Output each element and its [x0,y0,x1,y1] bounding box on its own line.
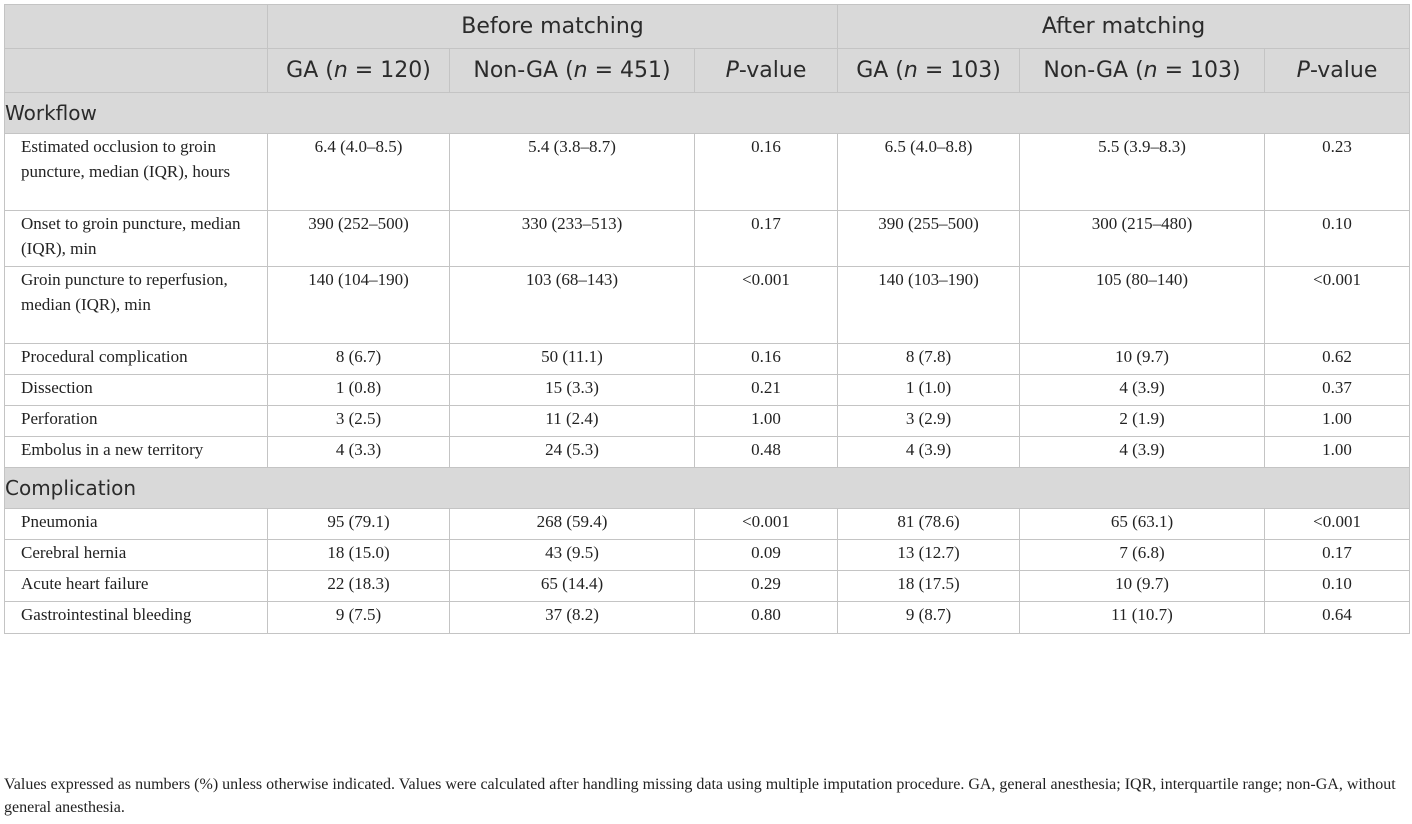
row-label: Onset to groin puncture, median (IQR), min [5,211,268,267]
table-cell: 4 (3.3) [268,437,450,468]
table-cell: 50 (11.1) [450,344,695,375]
row-label: Gastrointestinal bleeding [5,602,268,634]
table-cell: 13 (12.7) [838,540,1020,571]
col-header: GA (n = 103) [838,49,1020,93]
table-cell: 2 (1.9) [1020,406,1265,437]
table-cell: 81 (78.6) [838,509,1020,540]
table-cell: 8 (6.7) [268,344,450,375]
table-cell: 10 (9.7) [1020,571,1265,602]
table-cell: 9 (7.5) [268,602,450,634]
table-cell: 0.21 [695,375,838,406]
table-cell: 18 (15.0) [268,540,450,571]
table-cell: <0.001 [695,267,838,344]
header-row-columns [5,49,1410,93]
row-label: Perforation [5,406,268,437]
table-cell: 268 (59.4) [450,509,695,540]
table-cell: 37 (8.2) [450,602,695,634]
table-cell: 3 (2.9) [838,406,1020,437]
table-cell: 4 (3.9) [1020,375,1265,406]
col-header: Non-GA (n = 103) [1020,49,1265,93]
row-label: Pneumonia [5,509,268,540]
table-cell: 43 (9.5) [450,540,695,571]
header-empty-cell [5,5,268,49]
table-cell: 6.5 (4.0–8.8) [838,134,1020,211]
table-row [5,267,1410,344]
table-cell: 6.4 (4.0–8.5) [268,134,450,211]
table-cell: 11 (10.7) [1020,602,1265,634]
table-cell: 3 (2.5) [268,406,450,437]
table-cell: 0.64 [1265,602,1410,634]
section-row-workflow [5,93,1410,134]
section-row-complication [5,468,1410,509]
table-cell: 0.29 [695,571,838,602]
row-label: Groin puncture to reperfusion, median (IQR), min [5,267,268,344]
table-row [5,509,1410,540]
header-row-groups [5,5,1410,49]
row-label: Dissection [5,375,268,406]
table-cell: 0.17 [695,211,838,267]
table-row [5,406,1410,437]
table-cell: 11 (2.4) [450,406,695,437]
table-cell: 9 (8.7) [838,602,1020,634]
row-label: Acute heart failure [5,571,268,602]
table-cell: 95 (79.1) [268,509,450,540]
table-footnote: Values expressed as numbers (%) unless otherwise indicated. Values were calculated after handling missing data using multiple imputation procedure. GA, general anesthesia; IQR, interquartile range; non-GA, without general anesthesia. [4,776,1396,816]
table-cell: 0.62 [1265,344,1410,375]
table-cell: 300 (215–480) [1020,211,1265,267]
table-cell: 103 (68–143) [450,267,695,344]
table-row [5,375,1410,406]
table-cell: 5.5 (3.9–8.3) [1020,134,1265,211]
table-cell: 0.09 [695,540,838,571]
row-label: Estimated occlusion to groin puncture, median (IQR), hours [5,134,268,211]
table-cell: 24 (5.3) [450,437,695,468]
table-row [5,571,1410,602]
table-row [5,540,1410,571]
table-cell: 140 (104–190) [268,267,450,344]
table-cell: 105 (80–140) [1020,267,1265,344]
table-cell: 7 (6.8) [1020,540,1265,571]
table-row [5,602,1410,634]
table-cell: 1.00 [1265,406,1410,437]
table-cell: 1 (1.0) [838,375,1020,406]
table-cell: 5.4 (3.8–8.7) [450,134,695,211]
table-cell: 0.10 [1265,571,1410,602]
table-cell: 0.16 [695,344,838,375]
results-table [4,4,1410,634]
table-cell: 390 (255–500) [838,211,1020,267]
table-cell: 1.00 [1265,437,1410,468]
table-cell: 65 (14.4) [450,571,695,602]
header-empty-cell [5,49,268,93]
table-cell: 140 (103–190) [838,267,1020,344]
table-cell: 1 (0.8) [268,375,450,406]
section-title: Complication [5,468,1410,509]
table-row [5,211,1410,267]
section-title: Workflow [5,93,1410,134]
table-cell: 22 (18.3) [268,571,450,602]
table-cell: 0.80 [695,602,838,634]
col-header: P-value [1265,49,1410,93]
table-cell: 330 (233–513) [450,211,695,267]
table-row [5,437,1410,468]
col-header: GA (n = 120) [268,49,450,93]
table-row [5,134,1410,211]
col-header: P-value [695,49,838,93]
row-label: Procedural complication [5,344,268,375]
table-row [5,344,1410,375]
table-cell: 18 (17.5) [838,571,1020,602]
table-cell: 0.37 [1265,375,1410,406]
row-label: Embolus in a new territory [5,437,268,468]
table-cell: 4 (3.9) [1020,437,1265,468]
row-label: Cerebral hernia [5,540,268,571]
table-cell: 8 (7.8) [838,344,1020,375]
table-cell: 0.17 [1265,540,1410,571]
table-cell: 1.00 [695,406,838,437]
table-cell: 0.48 [695,437,838,468]
table-cell: 4 (3.9) [838,437,1020,468]
col-header: Non-GA (n = 451) [450,49,695,93]
table-cell: 15 (3.3) [450,375,695,406]
table-cell: 65 (63.1) [1020,509,1265,540]
table-cell: 10 (9.7) [1020,344,1265,375]
table-cell: <0.001 [1265,509,1410,540]
table-cell: 0.16 [695,134,838,211]
table-cell: 0.23 [1265,134,1410,211]
header-after-matching: After matching [838,5,1410,49]
table-cell: 390 (252–500) [268,211,450,267]
table-cell: 0.10 [1265,211,1410,267]
table-cell: <0.001 [1265,267,1410,344]
header-before-matching: Before matching [268,5,838,49]
table-cell: <0.001 [695,509,838,540]
